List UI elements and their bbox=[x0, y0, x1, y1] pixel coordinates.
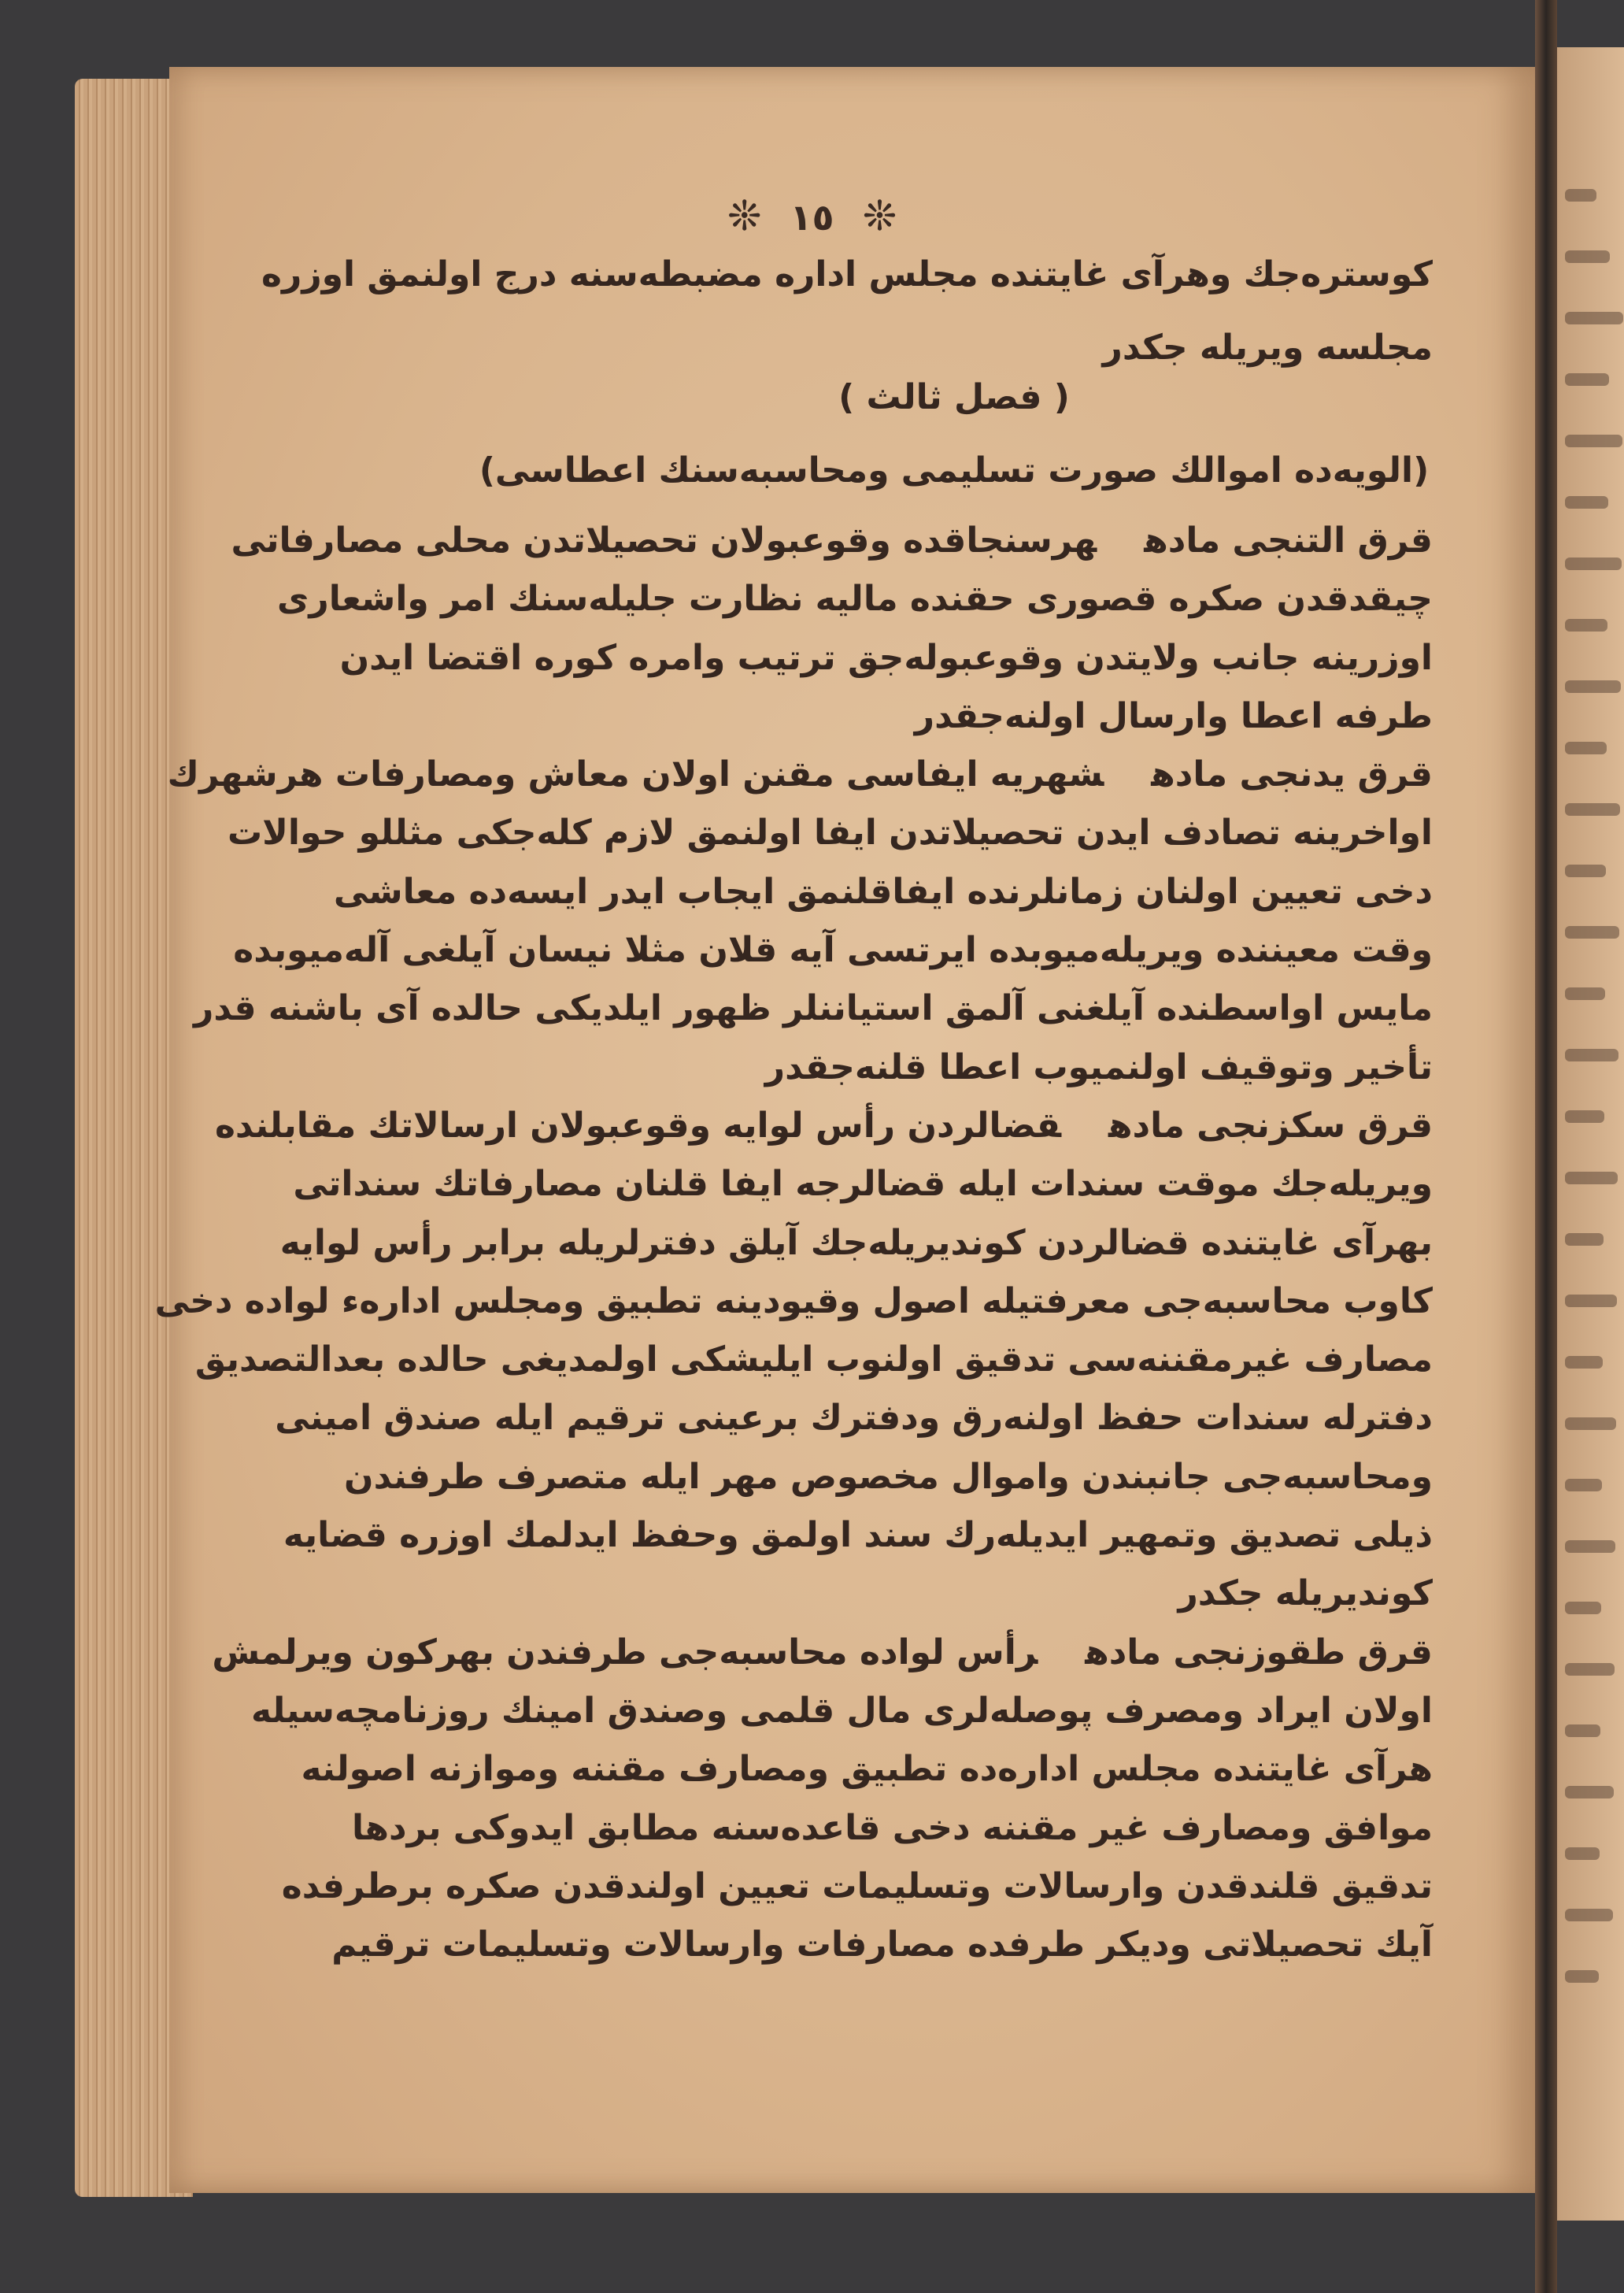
article-first-line bbox=[214, 1102, 1433, 1150]
article-text: رأس لواده محاسبه‌جى طرفندن بهركون ويرلمش bbox=[212, 1632, 1038, 1673]
article-text: كاوب محاسبه‌جى معرفتيله اصول وقيودينه تطبيق ومجلس اداره‌ء لواده دخى bbox=[154, 1281, 1433, 1321]
book-gutter bbox=[1535, 0, 1557, 2293]
text-line bbox=[154, 1278, 1433, 1325]
article-label: قرق يدنجى ماده bbox=[1151, 754, 1433, 795]
article-text: ويريله‌جك موقت سندات ايله قضالرجه ايفا قلنان مصارفاتك سنداتى bbox=[293, 1164, 1433, 1204]
ornament-right-icon: ❊ bbox=[862, 193, 897, 240]
article-text: طرفه اعطا وارسال اولنه‌جقدر bbox=[914, 696, 1433, 736]
facing-page-text-fragment bbox=[1565, 1847, 1600, 1860]
text-line bbox=[301, 1746, 1433, 1793]
text-line bbox=[344, 1454, 1433, 1501]
facing-page-text-fragment bbox=[1565, 803, 1620, 816]
text-line bbox=[251, 1687, 1433, 1735]
article-text: كونديريله جكدر bbox=[1178, 1573, 1433, 1613]
text-line bbox=[281, 1863, 1433, 1910]
facing-page-text-fragment bbox=[1565, 742, 1607, 754]
facing-page-text-fragment bbox=[1565, 1172, 1618, 1184]
page-number: ١٥ bbox=[790, 196, 834, 239]
article-text: چيقدقدن صكره قصورى حقنده ماليه نظارت جليله‌سنك امر واشعارى bbox=[277, 579, 1433, 619]
text-line bbox=[277, 576, 1433, 623]
facing-page-text-fragment bbox=[1565, 1602, 1601, 1614]
text-line bbox=[194, 1336, 1433, 1384]
article-text: هرآى غايتنده مجلس اداره‌ده تطبيق ومصارف مقننه وموازنه اصولنه bbox=[301, 1749, 1433, 1789]
facing-page-text-fragment bbox=[1565, 1110, 1604, 1123]
article-text: تدقيق قلندقدن وارسالات وتسليمات تعيين اولندقدن صكره برطرفده bbox=[281, 1866, 1433, 1906]
article-text: شهريه ايفاسى مقنن اولان معاش ومصارفات هرشهرك bbox=[167, 754, 1104, 795]
article-text: اولان ايراد ومصرف پوصله‌لرى مال قلمى وصندق امينك روزنامچه‌سيله bbox=[251, 1691, 1433, 1731]
facing-page-text-fragment bbox=[1565, 1540, 1615, 1553]
text-line bbox=[233, 927, 1433, 974]
article-text: دفترله سندات حفظ اولنه‌رق ودفترك برعينى ترقيم ايله صندق امينى bbox=[275, 1398, 1433, 1438]
facing-page-text-fragment bbox=[1565, 558, 1622, 570]
text-line bbox=[194, 985, 1433, 1032]
article-text: اواخرينه تصادف ايدن تحصيلاتدن ايفا اولنمق لازم كله‌جكى مثللو حوالات bbox=[227, 813, 1433, 853]
section-title: ( فصل ثالث ) bbox=[838, 377, 1070, 417]
article-text: مايس اواسطنده آيلغنى آلمق استياننلر ظهور ايلديكى حالده آى باشنه قدر bbox=[194, 988, 1433, 1028]
text-line bbox=[275, 1395, 1433, 1442]
facing-page-text-fragment bbox=[1565, 1233, 1604, 1246]
article-text: بهرآى غايتنده قضالردن كونديريله‌جك آيلق دفترلريله برابر رأس لوايه bbox=[279, 1223, 1433, 1263]
facing-page-text-fragment bbox=[1565, 926, 1619, 939]
article-text: دخى تعيين اولنان زمانلرنده ايفاقلنمق ايجاب ايدر ايسه‌ده معاشى bbox=[333, 872, 1433, 912]
text-line bbox=[475, 1570, 1433, 1617]
article-text: وقت معيننده ويريله‌ميوبده ايرتسى آيه قلان مثلا نيسان آيلغى آله‌ميوبده bbox=[233, 930, 1433, 970]
article-text: اوزرينه جانب ولايتدن وقوعبوله‌جق ترتيب وامره كوره اقتضا ايدن bbox=[339, 638, 1433, 678]
text-line bbox=[283, 1512, 1433, 1559]
facing-page-text-fragment bbox=[1565, 1786, 1614, 1798]
facing-page-text-fragment bbox=[1565, 619, 1607, 632]
article-text: مصارف غيرمقننه‌سى تدقيق اولنوب ايليشكى اولمديغى حالده بعدالتصديق bbox=[194, 1339, 1433, 1380]
text-line: مجلسه ويريله جكدر bbox=[1102, 328, 1433, 368]
text-line bbox=[331, 1921, 1433, 1969]
text-line bbox=[475, 693, 1433, 740]
ornament-left-icon: ❊ bbox=[727, 193, 762, 240]
text-line bbox=[333, 869, 1433, 916]
article-first-line bbox=[167, 751, 1433, 798]
article-text: ومحاسبه‌جى جانبندن واموال مخصوص مهر ايله متصرف طرفندن bbox=[344, 1457, 1433, 1497]
facing-page-text-fragment bbox=[1565, 987, 1605, 1000]
facing-page-text-fragment bbox=[1565, 1970, 1599, 1983]
article-label: قرق طقوزنجى ماده bbox=[1085, 1632, 1433, 1673]
facing-page-text-fragment bbox=[1565, 373, 1609, 386]
facing-page-edge bbox=[1557, 47, 1624, 2221]
facing-page-text-fragment bbox=[1565, 1417, 1616, 1430]
article-text: تأخير وتوقيف اولنميوب اعطا قلنه‌جقدر bbox=[764, 1047, 1433, 1087]
article-label: قرق التنجى ماده bbox=[1144, 520, 1433, 561]
text-line bbox=[279, 1220, 1433, 1267]
facing-page-text-fragment bbox=[1565, 1295, 1617, 1307]
facing-page-text-fragment bbox=[1565, 1356, 1603, 1369]
facing-page-text-fragment bbox=[1565, 435, 1622, 447]
facing-page-text-fragment bbox=[1565, 1663, 1615, 1676]
article-text: ذيلى تصديق وتمهير ايديله‌رك سند اولمق وحفظ ايدلمك اوزره قضايه bbox=[283, 1515, 1433, 1555]
article-label: قرق سكزنجى ماده bbox=[1108, 1106, 1433, 1146]
facing-page-text-fragment bbox=[1565, 680, 1621, 693]
section-subtitle: (الويه‌ده اموالك صورت تسليمى ومحاسبه‌سنك اعطاسى) bbox=[479, 450, 1430, 491]
text-line: كوسترەجك وهرآى غايتنده مجلس اداره مضبطه‌سنه درج اولنمق اوزره bbox=[261, 254, 1433, 294]
text-line bbox=[475, 1044, 1433, 1091]
facing-page-text-fragment bbox=[1565, 865, 1606, 877]
article-text: موافق ومصارف غير مقننه دخى قاعده‌سنه مطابق ايدوكى بردها bbox=[351, 1808, 1433, 1848]
article-text: آيك تحصيلاتى وديكر طرفده مصارفات وارسالات وتسليمات ترقيم bbox=[331, 1924, 1433, 1965]
text-line bbox=[227, 809, 1433, 857]
article-first-line bbox=[231, 517, 1433, 565]
facing-page-text-fragment bbox=[1565, 1479, 1602, 1491]
text-line bbox=[293, 1161, 1433, 1208]
article-text: هرسنجاقده وقوعبولان تحصيلاتدن محلى مصارفاتى bbox=[231, 520, 1097, 561]
facing-page-text-fragment bbox=[1565, 250, 1610, 263]
facing-page-text-fragment bbox=[1565, 1909, 1613, 1921]
facing-page-text-fragment bbox=[1565, 312, 1623, 324]
text-line bbox=[351, 1805, 1433, 1852]
page-number-header bbox=[0, 193, 1624, 240]
text-line bbox=[339, 635, 1433, 682]
facing-page-text-fragment bbox=[1565, 496, 1608, 509]
facing-page-text-fragment bbox=[1565, 1724, 1600, 1737]
article-text: قضالردن رأس لوايه وقوعبولان ارسالاتك مقابلنده bbox=[214, 1106, 1062, 1146]
facing-page-text-fragment bbox=[1565, 1049, 1618, 1061]
article-first-line bbox=[212, 1629, 1433, 1676]
